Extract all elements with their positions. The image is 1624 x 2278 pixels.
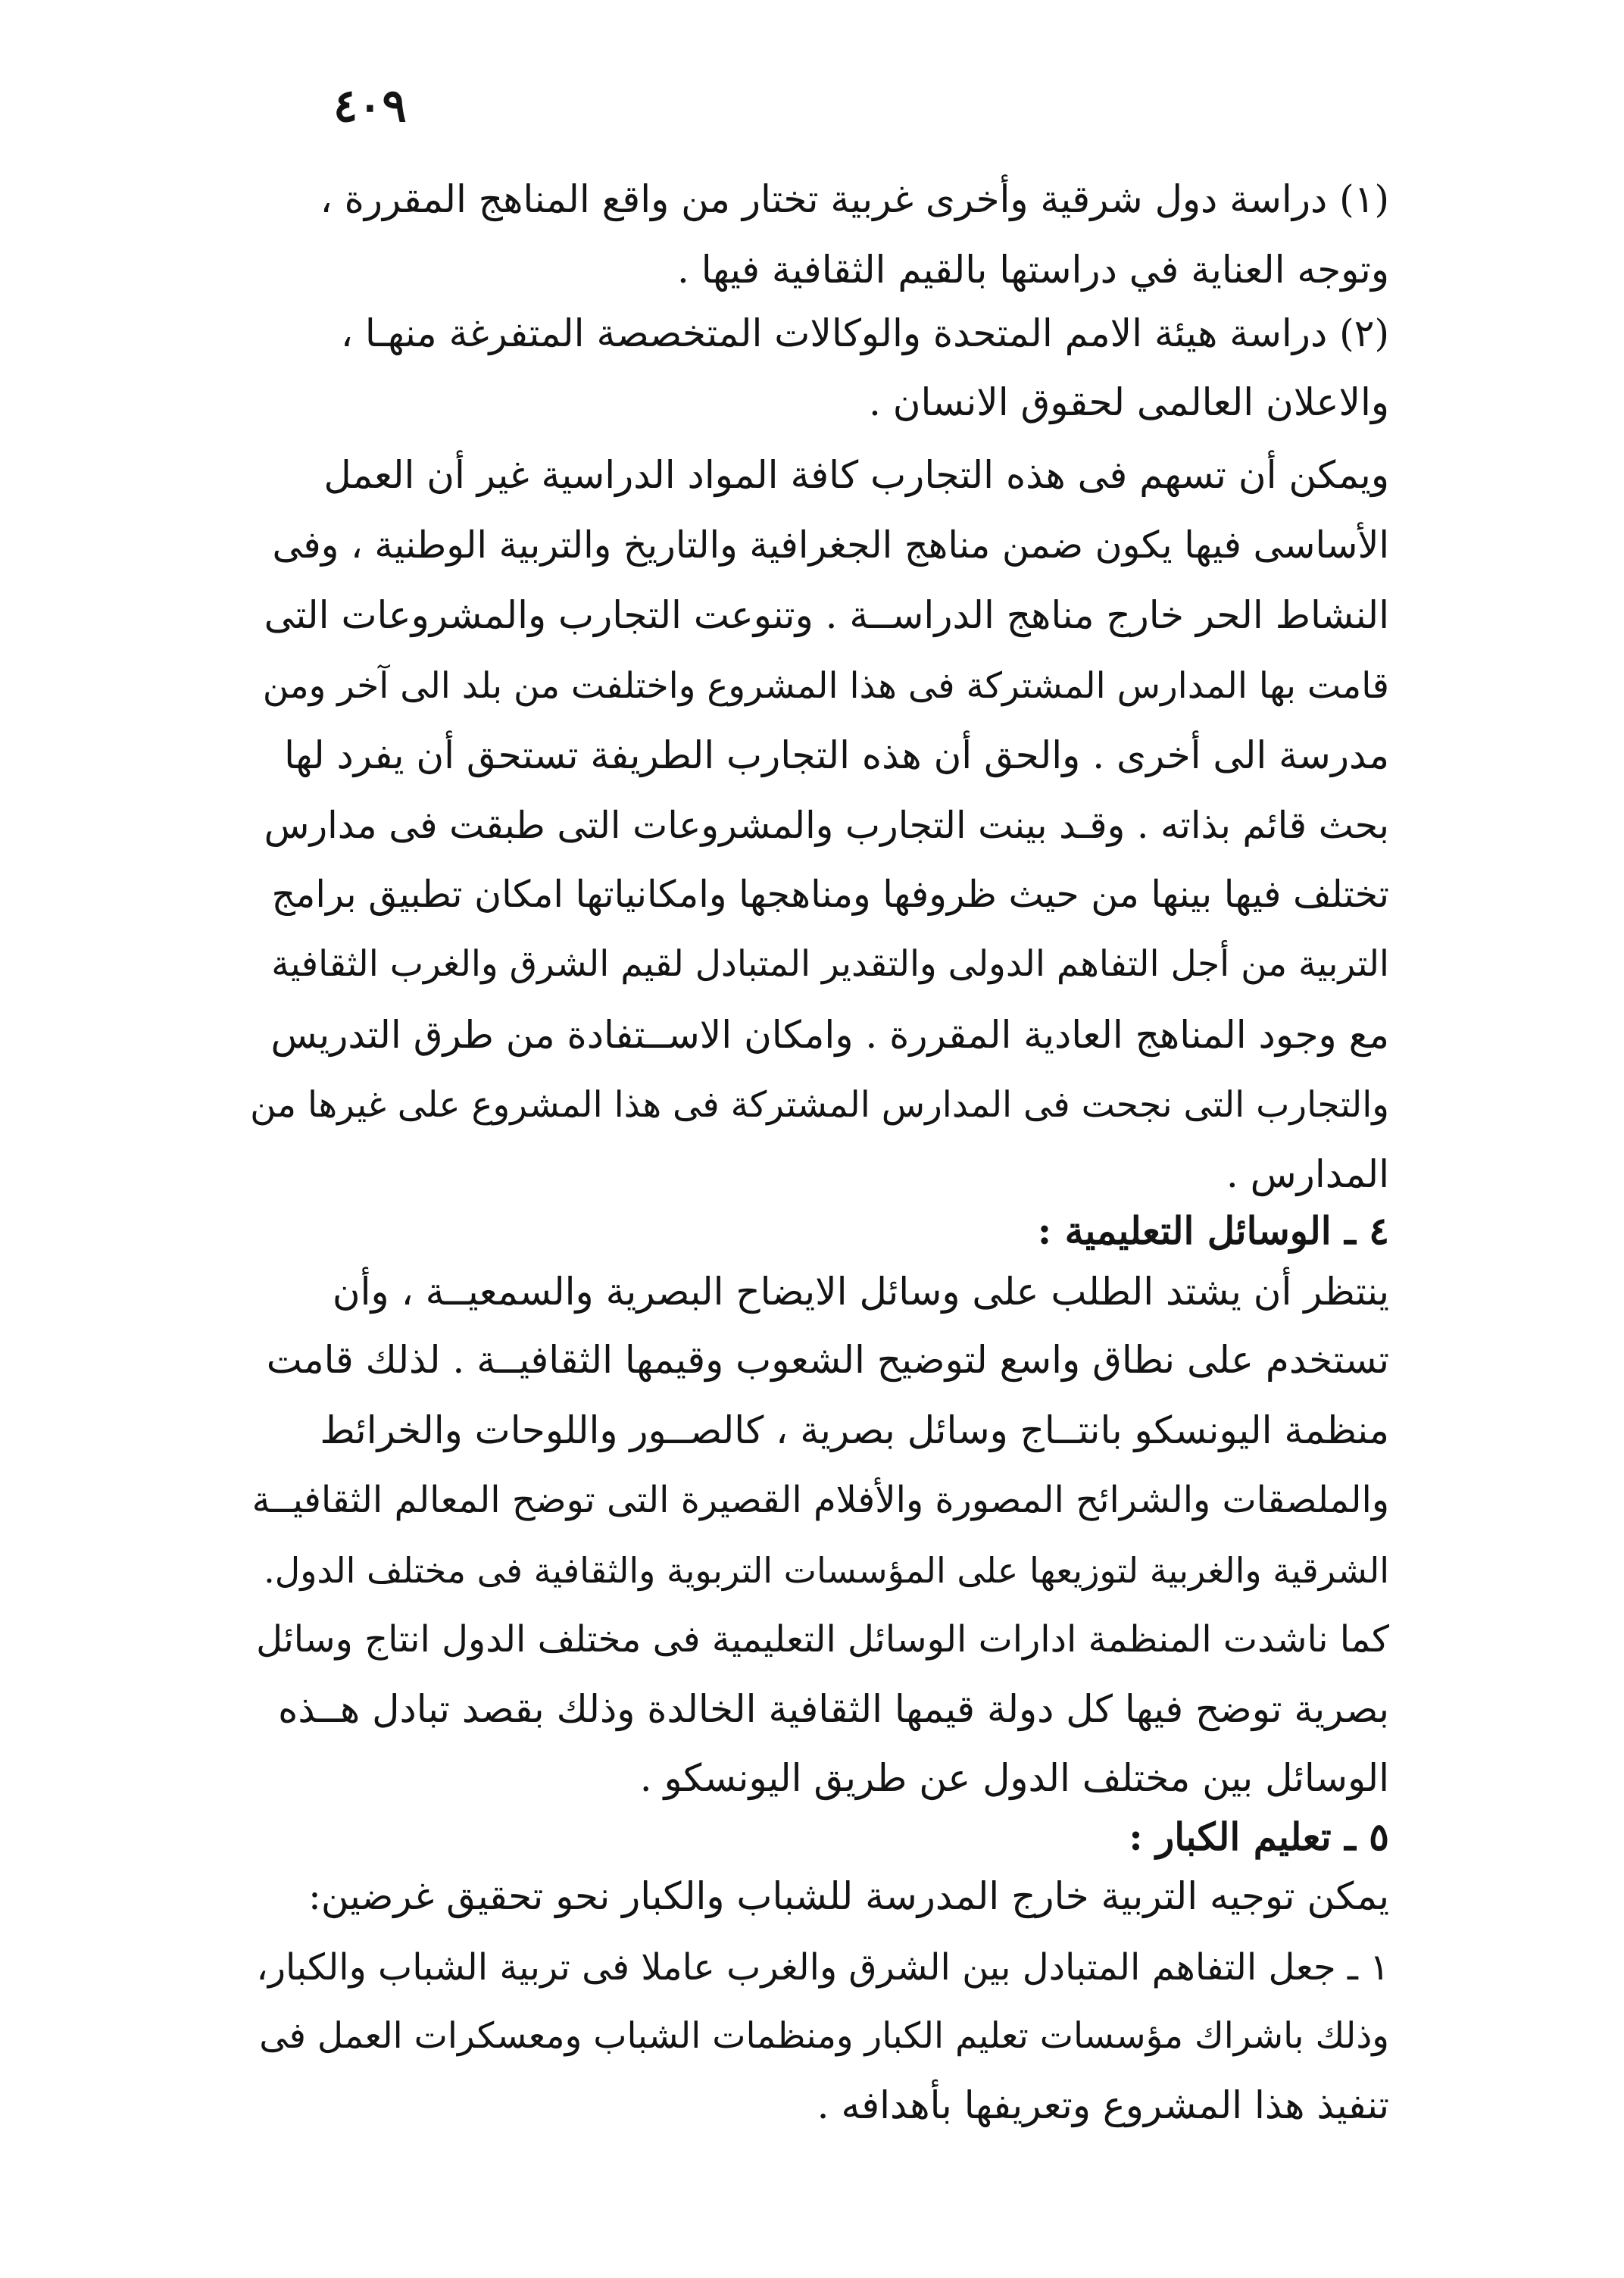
text-line: (١) دراسة دول شرقية وأخرى غربية تختار من واقع المناهج المقررة ، [320, 177, 1389, 221]
text-line: تنفيذ هذا المشروع وتعريفها بأهدافه . [817, 2083, 1389, 2127]
text-line: تستخدم على نطاق واسع لتوضيح الشعوب وقيمها الثقافيــة . لذلك قامت [266, 1338, 1389, 1382]
text-line: تختلف فيها بينها من حيث ظروفها ومناهجها وامكانياتها امكان تطبيق برامج [271, 873, 1389, 916]
text-line: المدارس . [1226, 1152, 1389, 1196]
text-line: ويمكن أن تسهم فى هذه التجارب كافة المواد الدراسية غير أن العمل [323, 453, 1389, 497]
text-line: ينتظر أن يشتد الطلب على وسائل الايضاح البصرية والسمعيــة ، وأن [332, 1270, 1389, 1314]
text-line: قامت بها المدارس المشتركة فى هذا المشروع واختلفت من بلد الى آخر ومن [262, 665, 1389, 707]
text-line: كما ناشدت المنظمة ادارات الوسائل التعليمية فى مختلف الدول انتاج وسائل [256, 1618, 1389, 1661]
text-line: بحث قائم بذاته . وقـد بينت التجارب والمشروعات التى طبقت فى مدارس [264, 804, 1389, 847]
text-line: الأساسى فيها يكون ضمن مناهج الجغرافية والتاريخ والتربية الوطنية ، وفى [272, 523, 1389, 567]
text-line: يمكن توجيه التربية خارج المدرسة للشباب والكبار نحو تحقيق غرضين: [308, 1874, 1389, 1918]
text-line: الشرقية والغربية لتوزيعها على المؤسسات التربوية والثقافية فى مختلف الدول. [264, 1550, 1389, 1591]
text-line: والملصقات والشرائح المصورة والأفلام القصيرة التى توضح المعالم الثقافيــة [251, 1479, 1389, 1521]
text-line: والاعلان العالمى لحقوق الانسان . [868, 380, 1389, 424]
text-line: والتجارب التى نجحت فى المدارس المشتركة فى هذا المشروع على غيرها من [250, 1084, 1389, 1126]
text-line: وذلك باشراك مؤسسات تعليم الكبار ومنظمات الشباب ومعسكرات العمل فى [259, 2015, 1389, 2057]
text-line: بصرية توضح فيها كل دولة قيمها الثقافية الخالدة وذلك بقصد تبادل هــذه [278, 1687, 1389, 1731]
page-number: ٤٠٩ [333, 80, 407, 133]
section-heading: ٥ ـ تعليم الكبار : [1129, 1814, 1389, 1859]
text-line: ١ ـ جعل التفاهم المتبادل بين الشرق والغرب عاملا فى تربية الشباب والكبار، [256, 1946, 1389, 1989]
text-line: الوسائل بين مختلف الدول عن طريق اليونسكو . [639, 1756, 1389, 1800]
section-heading: ٤ ـ الوسائل التعليمية : [1037, 1208, 1389, 1253]
text-line: مع وجود المناهج العادية المقررة . وامكان الاســتفادة من طرق التدريس [270, 1013, 1389, 1057]
text-line: النشاط الحر خارج مناهج الدراســة . وتنوعت التجارب والمشروعات التى [264, 593, 1389, 637]
text-line: مدرسة الى أخرى . والحق أن هذه التجارب الطريفة تستحق أن يفرد لها [284, 733, 1389, 777]
text-line: التربية من أجل التفاهم الدولى والتقدير المتبادل لقيم الشرق والغرب الثقافية [271, 943, 1389, 985]
text-line: منظمة اليونسكو بانتــاج وسائل بصرية ، كالصــور واللوحات والخرائط [320, 1408, 1389, 1452]
text-line: وتوجه العناية في دراستها بالقيم الثقافية فيها . [676, 248, 1389, 292]
text-line: (٢) دراسة هيئة الامم المتحدة والوكالات المتخصصة المتفرغة منهـا ، [340, 311, 1389, 355]
